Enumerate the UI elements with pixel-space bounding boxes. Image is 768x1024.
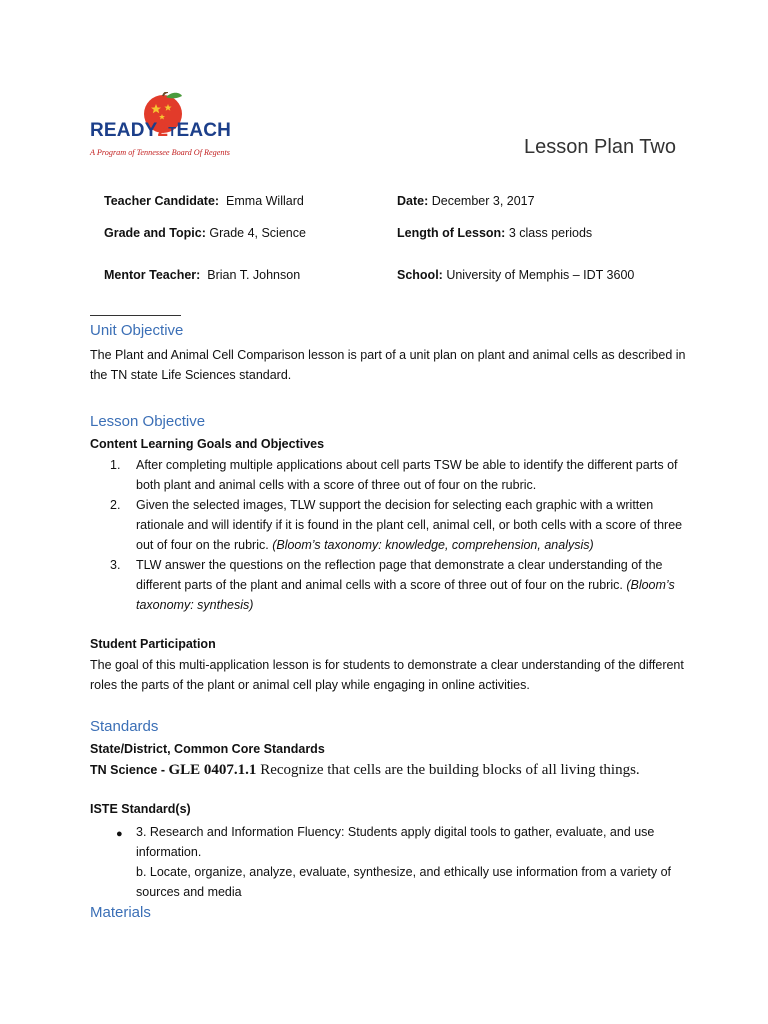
iste-standard-text: 3. Research and Information Fluency: Students apply digital tools to gather, evaluate, and use information. b. Locate, organize, analyze, evaluate, synthesize, and ethically use information from a variety of sources and media: [136, 825, 672, 899]
school: School: University of Memphis – IDT 3600: [397, 268, 635, 282]
tn-science-standard: TN Science - GLE 0407.1.1 Recognize that cells are the building blocks of all living things.: [90, 762, 640, 778]
page-title: Lesson Plan Two: [524, 136, 676, 158]
logo-tagline: A Program of Tennessee Board Of Regents: [90, 148, 230, 157]
student-participation-text: The goal of this multi-application lesson is for students to demonstrate a clear understanding of the different roles the parts of the plant or animal cell play while engaging in online activities.: [90, 658, 684, 692]
lesson-objective-heading: Lesson Objective: [90, 413, 206, 430]
lesson-length: Length of Lesson: 3 class periods: [397, 226, 593, 240]
student-participation-subheading: Student Participation: [90, 637, 216, 651]
bullet-icon: ●: [116, 828, 123, 840]
materials-heading: Materials: [90, 904, 151, 921]
teacher-candidate: Teacher Candidate: Emma Willard: [104, 194, 304, 208]
standards-heading: Standards: [90, 718, 159, 735]
divider: [90, 315, 181, 316]
grade-topic: Grade and Topic: Grade 4, Science: [104, 226, 306, 240]
ready2teach-logo: [90, 92, 250, 162]
unit-objective-heading: Unit Objective: [90, 322, 184, 339]
mentor-teacher: Mentor Teacher: Brian T. Johnson: [104, 268, 301, 282]
objective-item-1: 1. After completing multiple applications about cell parts TSW be able to identify the different parts of both plant and animal cells with a score of three out of four on the rubric.: [110, 458, 678, 492]
objective-item-3: 3. TLW answer the questions on the reflection page that demonstrate a clear understanding of the different parts of the plant and animal cells with a score of three out of four on the rubric. (Bloom’s taxonomy: synthesis): [110, 558, 675, 612]
content-goals-subheading: Content Learning Goals and Objectives: [90, 437, 325, 451]
logo-wordmark: READY2TEACH: [90, 120, 232, 141]
state-standards-subheading: State/District, Common Core Standards: [90, 742, 325, 756]
objective-item-2: 2. Given the selected images, TLW support the decision for selecting each graphic with a written rationale and will identify if it is found in the plant cell, animal cell, or both cells with a score of three out of four on the rubric. (Bloom’s taxonomy: knowledge, comprehension, analysis): [110, 498, 683, 552]
iste-subheading: ISTE Standard(s): [90, 802, 191, 816]
unit-objective-text: The Plant and Animal Cell Comparison lesson is part of a unit plan on plant and animal cells as described in the TN state Life Sciences standard.: [90, 348, 686, 382]
lesson-date: Date: December 3, 2017: [397, 194, 535, 208]
